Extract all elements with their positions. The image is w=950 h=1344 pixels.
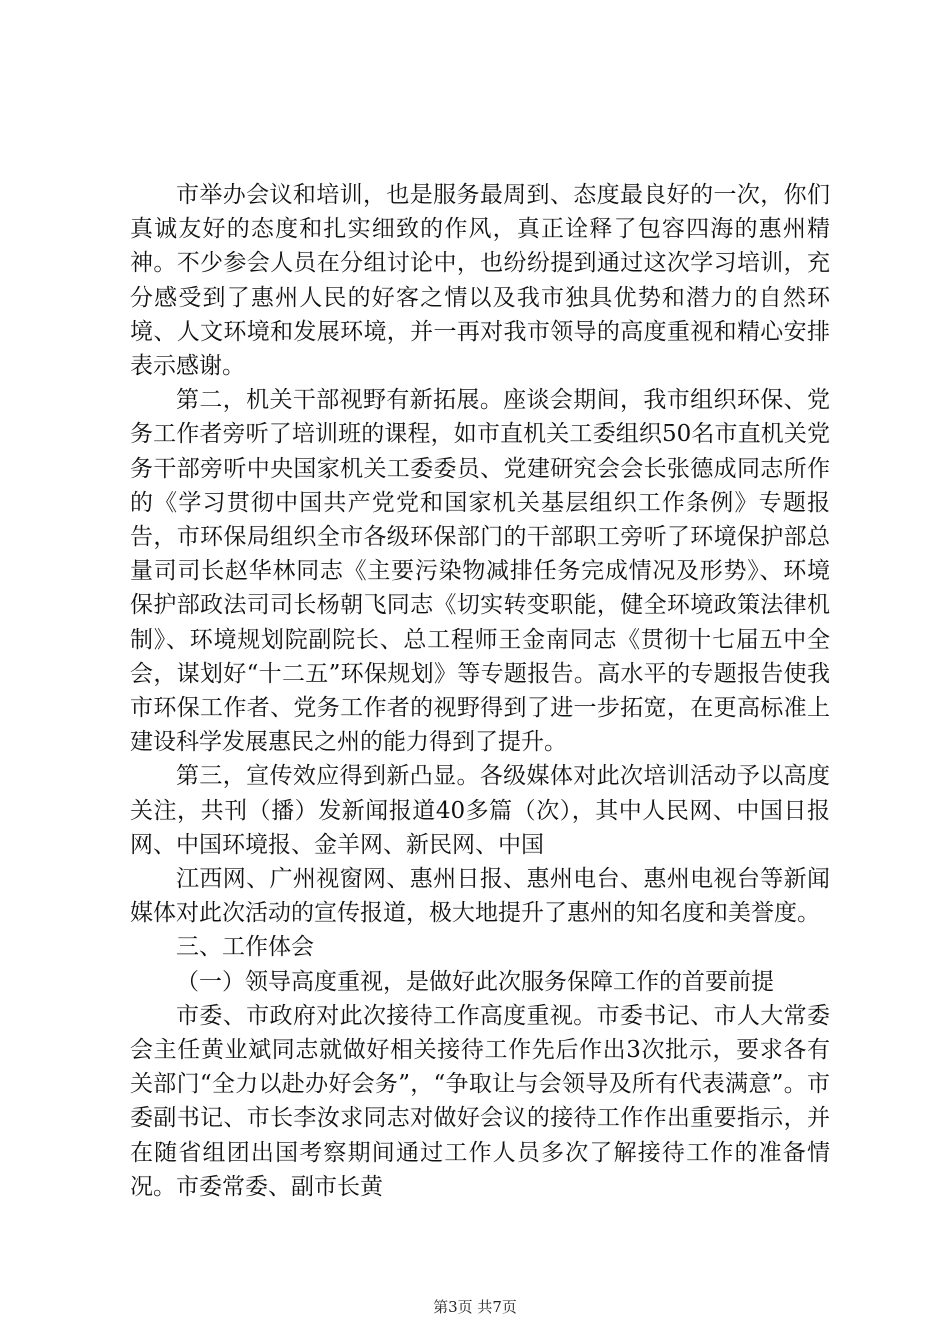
section-heading-experience: 三、工作体会 bbox=[176, 934, 314, 961]
document-body bbox=[130, 178, 830, 1204]
paragraph-publicity-continued: 江西网、广州视窗网、惠州日报、惠州电台、惠州电视台等新闻媒体对此次活动的宣传报道，极大地提升了惠州的知名度和美誉度。 bbox=[130, 866, 830, 927]
paragraph-hospitality: 市举办会议和培训，也是服务最周到、态度最良好的一次，你们真诚友好的态度和扎实细致的作风，真正诠释了包容四海的惠州精神。不少参会人员在分组讨论中，也纷纷提到通过这次学习培训，充分感受到了惠州人民的好客之情以及我市独具优势和潜力的自然环境、人文环境和发展环境，并一再对我市领导的高度重视和精心安排表示感谢。 bbox=[130, 182, 830, 380]
paragraph-publicity: 第三，宣传效应得到新凸显。各级媒体对此次培训活动予以高度关注，共刊（播）发新闻报道40多篇（次），其中人民网、中国日报网、中国环境报、金羊网、新民网、中国 bbox=[130, 763, 830, 858]
paragraph-leadership: 市委、市政府对此次接待工作高度重视。市委书记、市人大常委会主任黄业斌同志就做好相关接待工作先后作出3次批示，要求各有关部门“全力以赴办好会务”，“争取让与会领导及所有代表满意”。市委副书记、市长李汝求同志对做好会议的接待工作作出重要指示，并在随省组团出国考察期间通过工作人员多次了解接待工作的准备情况。市委常委、副市长黄 bbox=[130, 1002, 830, 1200]
page-number-footer: 第3页 共7页 bbox=[433, 1298, 517, 1316]
paragraph-cadre-vision: 第二，机关干部视野有新拓展。座谈会期间，我市组织环保、党务工作者旁听了培训班的课程，如市直机关工委组织50名市直机关党务干部旁听中央国家机关工委委员、党建研究会会长张德成同志所作的《学习贯彻中国共产党党和国家机关基层组织工作条例》专题报告，市环保局组织全市各级环保部门的干部职工旁听了环境保护部总量司司长赵华林同志《主要污染物减排任务完成情况及形势》、环境保护部政法司司长杨朝飞同志《切实转变职能，健全环境政策法律机制》、环境规划院副院长、总工程师王金南同志《贯彻十七届五中全会，谋划好“十二五”环保规划》等专题报告。高水平的专题报告使我市环保工作者、党务工作者的视野得到了进一步拓宽，在更高标准上建设科学发展惠民之州的能力得到了提升。 bbox=[130, 387, 830, 756]
subsection-heading-leadership: （一）领导高度重视，是做好此次服务保障工作的首要前提 bbox=[176, 968, 774, 995]
